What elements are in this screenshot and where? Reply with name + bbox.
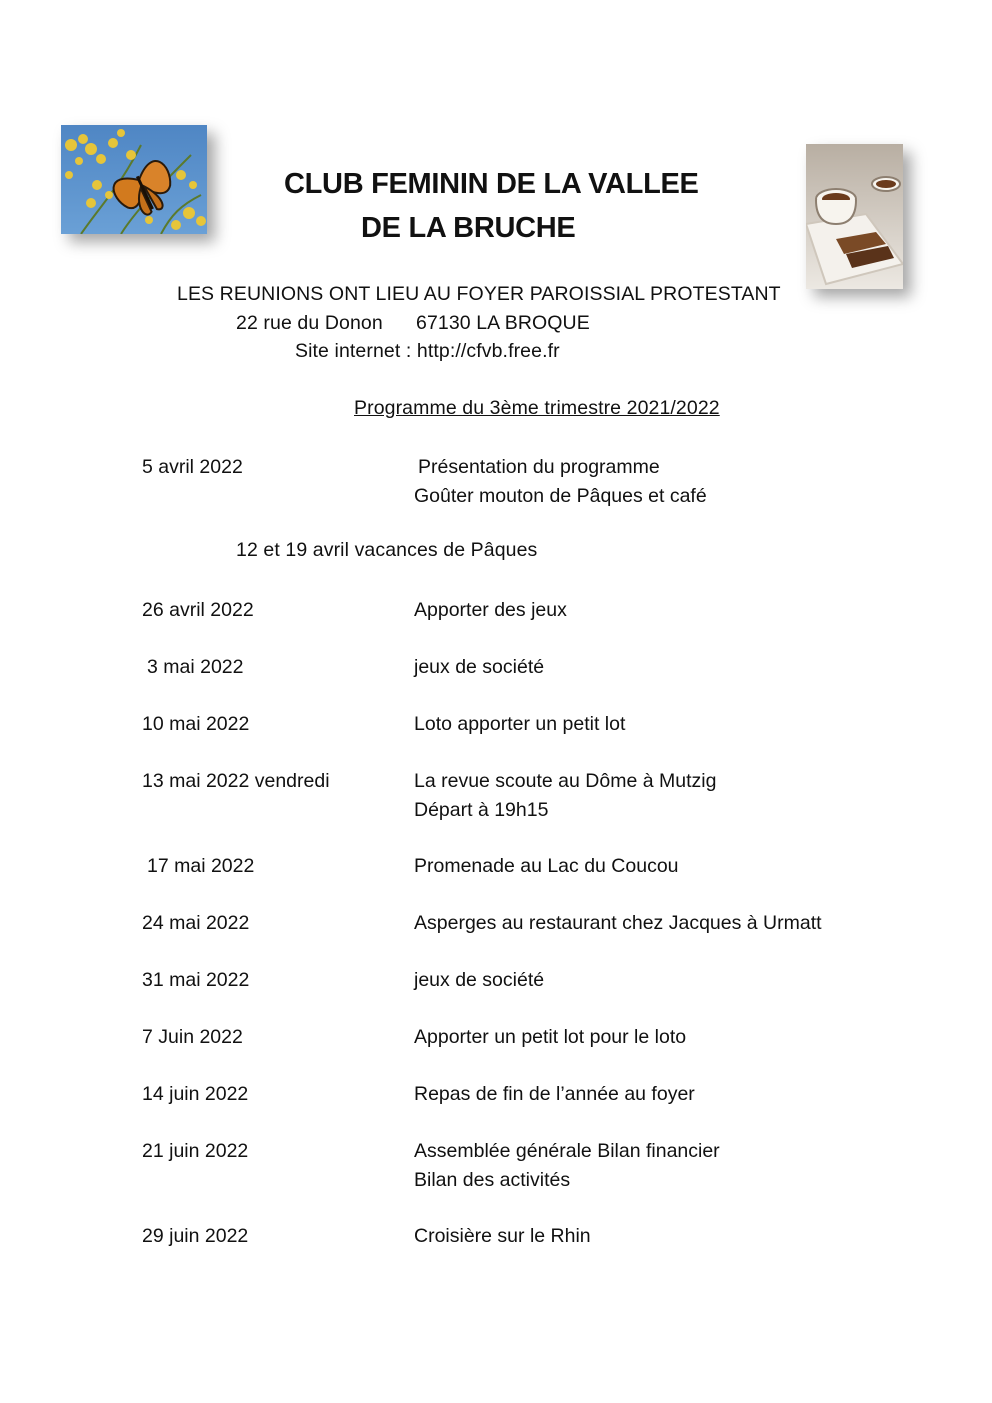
event-date: 5 avril 2022 (142, 456, 243, 478)
event-date: 29 juin 2022 (142, 1225, 249, 1247)
venue-street: 22 rue du Donon (236, 312, 383, 334)
event-activity: Assemblée générale Bilan financier (414, 1140, 720, 1162)
event-row (0, 1137, 992, 1197)
event-activity: jeux de société (414, 969, 545, 991)
butterfly-photo (61, 125, 207, 234)
event-date: 26 avril 2022 (142, 599, 254, 621)
event-row (0, 852, 992, 912)
event-activity-line2: Départ à 19h15 (414, 799, 549, 821)
event-row (0, 909, 992, 969)
club-title-line1: CLUB FEMININ DE LA VALLEE (284, 168, 699, 200)
venue-line: LES REUNIONS ONT LIEU AU FOYER PAROISSIAL PROTESTANT (177, 283, 781, 305)
event-activity: Présentation du programme (418, 456, 660, 478)
event-row (0, 710, 992, 770)
event-row (0, 1080, 992, 1140)
event-activity-line2: Goûter mouton de Pâques et café (414, 485, 707, 507)
event-activity: Croisière sur le Rhin (414, 1225, 591, 1247)
event-activity: Apporter un petit lot pour le loto (414, 1026, 687, 1048)
website-line: Site internet : http://cfvb.free.fr (295, 340, 560, 362)
event-row (0, 966, 992, 1026)
event-date: 24 mai 2022 (142, 912, 250, 934)
event-date: 17 mai 2022 (147, 855, 255, 877)
coffee-cake-illustration (806, 144, 903, 289)
club-title-line2: DE LA BRUCHE (361, 212, 576, 244)
event-date: 21 juin 2022 (142, 1140, 249, 1162)
event-date: 13 mai 2022 vendredi (142, 770, 330, 792)
event-row (0, 653, 992, 713)
holiday-note: 12 et 19 avril vacances de Pâques (236, 539, 538, 561)
coffee-cake-photo (806, 144, 903, 289)
event-activity: Promenade au Lac du Coucou (414, 855, 679, 877)
event-activity: Apporter des jeux (414, 599, 567, 621)
program-title: Programme du 3ème trimestre 2021/2022 (354, 397, 720, 419)
event-activity: Repas de fin de l’année au foyer (414, 1083, 695, 1105)
event-row (0, 767, 992, 827)
event-activity: Loto apporter un petit lot (414, 713, 626, 735)
venue-city: 67130 LA BROQUE (416, 312, 590, 334)
event-date: 3 mai 2022 (147, 656, 244, 678)
event-date: 14 juin 2022 (142, 1083, 249, 1105)
event-date: 31 mai 2022 (142, 969, 250, 991)
event-date: 7 Juin 2022 (142, 1026, 243, 1048)
event-activity-line2: Bilan des activités (414, 1169, 571, 1191)
event-date: 10 mai 2022 (142, 713, 250, 735)
event-row (0, 1023, 992, 1083)
event-row (0, 453, 992, 513)
event-activity: La revue scoute au Dôme à Mutzig (414, 770, 717, 792)
event-row (0, 596, 992, 656)
butterfly-illustration (61, 125, 207, 234)
event-row (0, 1222, 992, 1282)
event-activity: Asperges au restaurant chez Jacques à Urmatt (414, 912, 822, 934)
event-activity: jeux de société (414, 656, 545, 678)
